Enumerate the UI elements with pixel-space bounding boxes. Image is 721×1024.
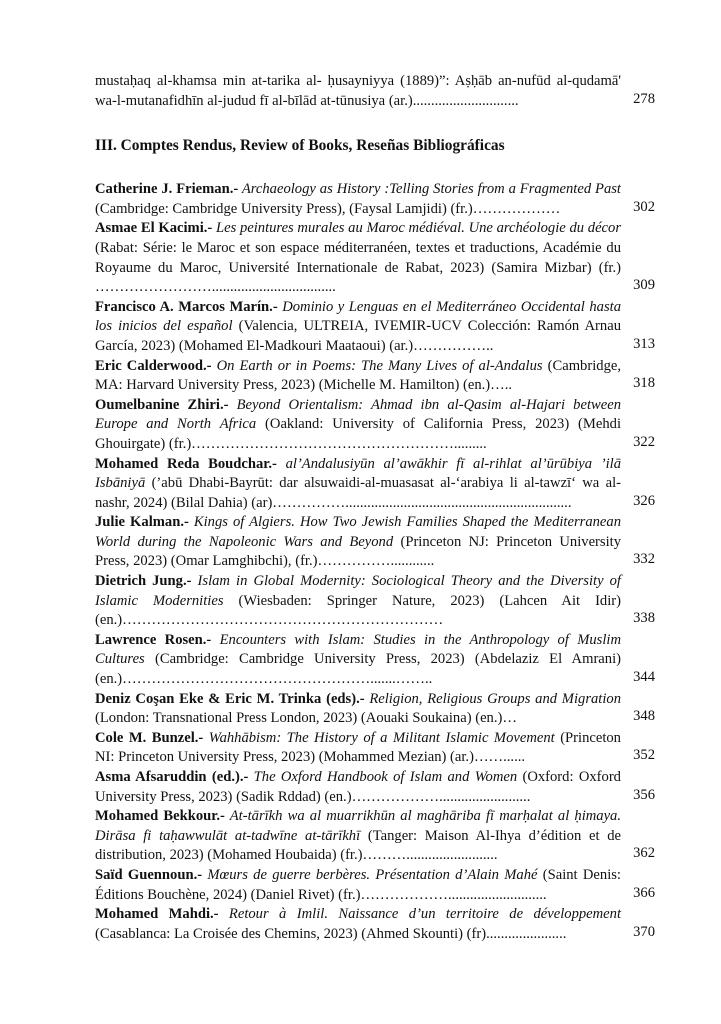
entry-title: Les peintures murales au Maroc médiéval. Une archéologie du décor [212,220,621,237]
entry-details: (’abū Dhabi-Bayrūt: dar alsuwaidi-al-muasasat al-‘arabiya li al-tawzī‘ wa al-nashr, 2024) (Bilal Dahia) (ar)…………….............................................................. [95,475,621,511]
entry-details: (Cambridge, MA: Harvard University Press, 2023) (Michelle M. Hamilton) (en.)….. [95,357,621,394]
entry-author: Saïd Guennoun.- [95,866,203,883]
page-number: 326 [633,492,655,509]
entry-author: Catherine J. Frieman.- [95,181,239,198]
entry-details: (Cambridge: Cambridge University Press), (Faysal Lamjidi) (fr.)……………… [95,200,561,217]
entry-details: (Oxford: Oxford University Press, 2023) (Sadik Rddad) (en.)………………......................... [95,769,621,805]
toc-entry [95,219,657,297]
entry-details: (Casablanca: La Croisée des Chemins, 2023) (Ahmed Skounti) (fr)...................... [95,925,567,942]
entry-title: Retour à Imlil. Naissance d’un territoire de développement [218,906,622,923]
entry-text [95,513,621,572]
entry-details: (Rabat: Série: le Maroc et son espace méditerranéen, textes et traductions, Académie du Royaume du Maroc, Université Internationale de Rabat, 2023) (Samira Mizbar) (fr.) …………………….................................. [95,239,621,296]
entry-text: mustaḥaq al-khamsa min at-tarika al- ḥusayniyya (1889)”: Aṣḥāb an-nufūd al-qudamā' wa-l-mutanafidhīn al-judud fī al-bīlād at-tūnusiya (ar.)............................. [95,73,621,109]
entry-title: Mœurs de guerre berbères. Présentation d’Alain Mahé [202,866,538,883]
entry-details: (Wiesbaden: Springer Nature, 2023) (Lahcen Ait Idir) (en.)………………………………………………………… [95,592,622,629]
toc-entry [95,180,657,219]
toc-entry [95,513,657,572]
entry-text [95,357,621,396]
page-number: 322 [633,433,655,450]
entry-title: On Earth or in Poems: The Many Lives of al-Andalus [211,357,543,374]
toc-entry [95,631,657,690]
entry-author: Cole M. Bunzel.- [95,729,204,746]
entry-text [95,396,621,455]
entry-author: Mohamed Mahdi.- [95,906,219,923]
entry-text [95,455,621,514]
entry-text [95,631,621,690]
entry-title: al’Andalusiyūn al’awākhir fī al-rihlat al’ūrūbiya ’ilā Isbāniyā [95,455,621,492]
page-number: 332 [633,551,655,568]
toc-entry [95,298,657,357]
entry-author: Oumelbanine Zhiri.- [95,396,229,413]
entry-title: The Oxford Handbook of Islam and Women [248,769,518,785]
entry-author: Asmae El Kacimi.- [95,220,213,237]
entry-text [95,905,621,944]
entry-details: (Cambridge: Cambridge University Press, 2023) (Abdelaziz El Amrani) (en.)…………………………………………….......…….. [95,651,621,688]
entry-title: Encounters with Islam: Studies in the Anthropology of Muslim Cultures [95,631,621,668]
page-number: 344 [633,669,655,686]
entry-text [95,298,621,357]
entry-title: Islam in Global Modernity: Sociological Theory and the Diversity of Islamic Modernities [95,573,621,609]
entry-text [95,807,621,866]
toc-entry [95,768,657,807]
page-number: 370 [633,923,655,940]
toc-entry [95,866,657,905]
entry-details: (Princeton NJ: Princeton University Press, 2023) (Omar Lamghibchi), (fr.)……………............ [95,533,621,570]
toc-entry [95,905,657,944]
page-number: 309 [633,277,655,294]
entry-text [95,572,621,631]
entry-author: Asma Afsaruddin (ed.).- [95,769,249,785]
toc-entry [95,357,657,396]
page-number: 318 [633,375,655,392]
toc-entry [95,690,657,729]
entry-text [95,729,621,768]
entry-title: Religion, Religious Groups and Migration [364,690,621,707]
entry-author: Lawrence Rosen.- [95,631,212,648]
page-number: 302 [633,198,655,215]
section-heading: III. Comptes Rendus, Review of Books, Reseñas Bibliográficas [95,137,505,155]
document-page [95,72,657,944]
entry-author: Eric Calderwood.- [95,357,212,374]
entry-details: (Valencia, ULTREIA, IVEMIR-UCV Colección: Ramón Arnau García, 2023) (Mohamed El-Madkouri Maataoui) (ar.)…………….. [95,318,621,354]
entry-author: Deniz Coşan Eke & Eric M. Trinka (eds).- [95,690,365,707]
toc-entry [95,807,657,866]
entry-author: Mohamed Reda Boudchar.- [95,455,277,472]
entry-title: At-tārīkh wa al muarrikhūn al maghāriba fī marḥalat al ḥimaya. Dirāsa fi taḥawwulāt at-tadwīne at-tārīkhī [95,808,622,844]
entry-text [95,219,621,297]
entry-text [95,866,621,905]
entry-details: (Tanger: Maison Al-Ihya d’édition et de distribution, 2023) (Mohamed Houbaida) (fr.)………......................... [95,827,622,864]
entry-title: Archaeology as History :Telling Stories from a Fragmented Past [238,181,621,198]
entry-details: (Oakland: University of California Press, 2023) (Mehdi Ghouirgate) (fr.)………………………………………………......... [95,416,622,452]
entry-author: Francisco A. Marcos Marín.- [95,298,278,315]
page-number: 366 [633,884,655,901]
page-number: 348 [633,708,655,725]
entry-title: Beyond Orientalism: Ahmad ibn al-Qasim al-Hajari between Europe and North Africa [95,396,621,433]
toc-entry [95,729,657,768]
entry-text [95,180,621,219]
toc-entry [95,396,657,455]
entry-text [95,768,621,807]
entry-details: (Saint Denis: Éditions Bouchène, 2024) (Daniel Rivet) (fr.)………………........................... [95,866,621,903]
page-number: 362 [633,845,655,862]
entry-title: Dominio y Lenguas en el Mediterráneo Occidental hasta los inicios del español [95,298,622,335]
entry-title: Kings of Algiers. How Two Jewish Families Shaped the Mediterranean World during the Napoleonic Wars and Beyond [95,514,621,550]
page-number: 356 [633,786,655,803]
toc-entry-carryover [95,72,657,111]
page-number: 278 [633,90,655,107]
page-number: 313 [633,335,655,352]
toc-entry [95,572,657,631]
entry-details: (Princeton NI: Princeton University Press, 2023) (Mohammed Mezian) (ar.)……...... [95,729,621,766]
entry-author: Julie Kalman.- [95,514,189,531]
entry-author: Dietrich Jung.- [95,573,192,590]
toc-entry [95,455,657,514]
entry-title: Wahhābism: The History of a Militant Islamic Movement [203,729,555,746]
entry-text [95,690,621,729]
page-number: 338 [633,610,655,627]
entry-author: Mohamed Bekkour.- [95,808,225,825]
review-list [95,180,657,944]
page-number: 352 [633,747,655,764]
entry-details: (London: Transnational Press London, 2023) (Aouaki Soukaina) (en.)… [95,710,517,727]
